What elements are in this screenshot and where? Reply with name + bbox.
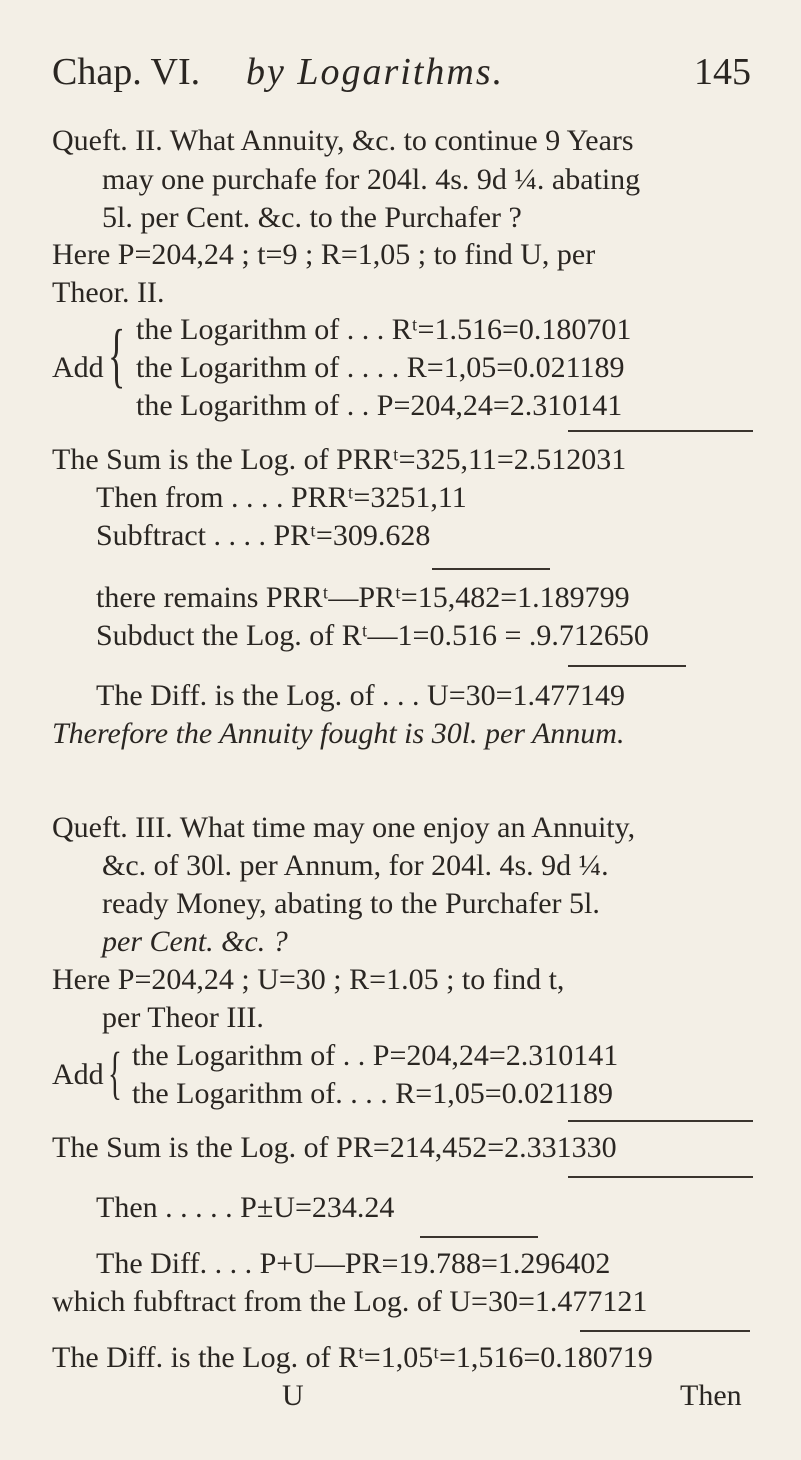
q3-then: Then . . . . . P±U=234.24 (96, 1191, 395, 1224)
q2-brace-icon: { (108, 315, 126, 395)
q3-rule-4 (580, 1330, 750, 1332)
q2-line-1: Queft. II. What Annuity, &c. to continue 9 Years (52, 124, 634, 157)
q3-rule-1 (568, 1120, 753, 1122)
running-title: by Logarithms. (246, 51, 505, 93)
q2-conclusion: Therefore the Annuity fought is 30l. per Annum. (52, 717, 625, 750)
q2-then: Then from . . . . PRRᵗ=3251,11 (96, 481, 467, 514)
q3-line-3: ready Money, abating to the Purchafer 5l. (102, 887, 600, 920)
q2-difference: The Diff. is the Log. of . . . U=30=1.477149 (96, 679, 626, 712)
q2-rule-1 (568, 430, 753, 432)
q3-given-1: Here P=204,24 ; U=30 ; R=1.05 ; to find t, (52, 963, 565, 996)
q2-add-row-3: the Logarithm of . . P=204,24=2.310141 (136, 389, 623, 422)
q3-rule-3 (420, 1236, 538, 1238)
q3-add-label: Add (52, 1058, 104, 1091)
q3-which: which fubftract from the Log. of U=30=1.477121 (52, 1285, 648, 1318)
q2-line-3: 5l. per Cent. &c. to the Purchafer ? (102, 201, 522, 234)
q2-subtract: Subftract . . . . PRᵗ=309.628 (96, 519, 431, 552)
q3-rule-2 (568, 1176, 753, 1178)
q2-rule-2 (432, 568, 550, 570)
chapter-heading: Chap. VI. (52, 51, 201, 93)
signature-mark: U (282, 1379, 304, 1412)
q2-rule-3 (568, 665, 686, 667)
q2-line-2: may one purchafe for 204l. 4s. 9d ¼. abating (102, 163, 641, 196)
q3-given-2: per Theor III. (102, 1001, 264, 1034)
q2-add-label: Add (52, 351, 104, 384)
q3-difference: The Diff. . . . P+U—PR=19.788=1.296402 (96, 1247, 611, 1280)
q3-add-row-2: the Logarithm of. . . . R=1,05=0.021189 (132, 1077, 614, 1110)
q2-remains: there remains PRRᵗ—PRᵗ=15,482=1.189799 (96, 581, 630, 614)
q3-line-4: per Cent. &c. ? (102, 925, 288, 958)
q3-brace-icon: { (108, 1040, 122, 1105)
q3-final: The Diff. is the Log. of Rᵗ=1,05ᵗ=1,516=0.180719 (52, 1341, 653, 1374)
q3-sum: The Sum is the Log. of PR=214,452=2.331330 (52, 1131, 617, 1164)
q3-add-row-1: the Logarithm of . . P=204,24=2.310141 (132, 1039, 619, 1072)
q3-line-1: Queft. III. What time may one enjoy an Annuity, (52, 811, 636, 844)
q2-given-1: Here P=204,24 ; t=9 ; R=1,05 ; to find U, per (52, 238, 596, 271)
q2-given-2: Theor. II. (52, 276, 165, 309)
catchword: Then (680, 1379, 742, 1412)
q2-sum: The Sum is the Log. of PRRᵗ=325,11=2.512031 (52, 443, 627, 476)
q2-add-row-1: the Logarithm of . . . Rᵗ=1.516=0.180701 (136, 313, 632, 346)
q2-add-row-2: the Logarithm of . . . . R=1,05=0.021189 (136, 351, 625, 384)
q2-subduct: Subduct the Log. of Rᵗ—1=0.516 = .9.712650 (96, 619, 649, 652)
page-number: 145 (694, 51, 751, 93)
q3-line-2: &c. of 30l. per Annum, for 204l. 4s. 9d ¼. (102, 849, 609, 882)
